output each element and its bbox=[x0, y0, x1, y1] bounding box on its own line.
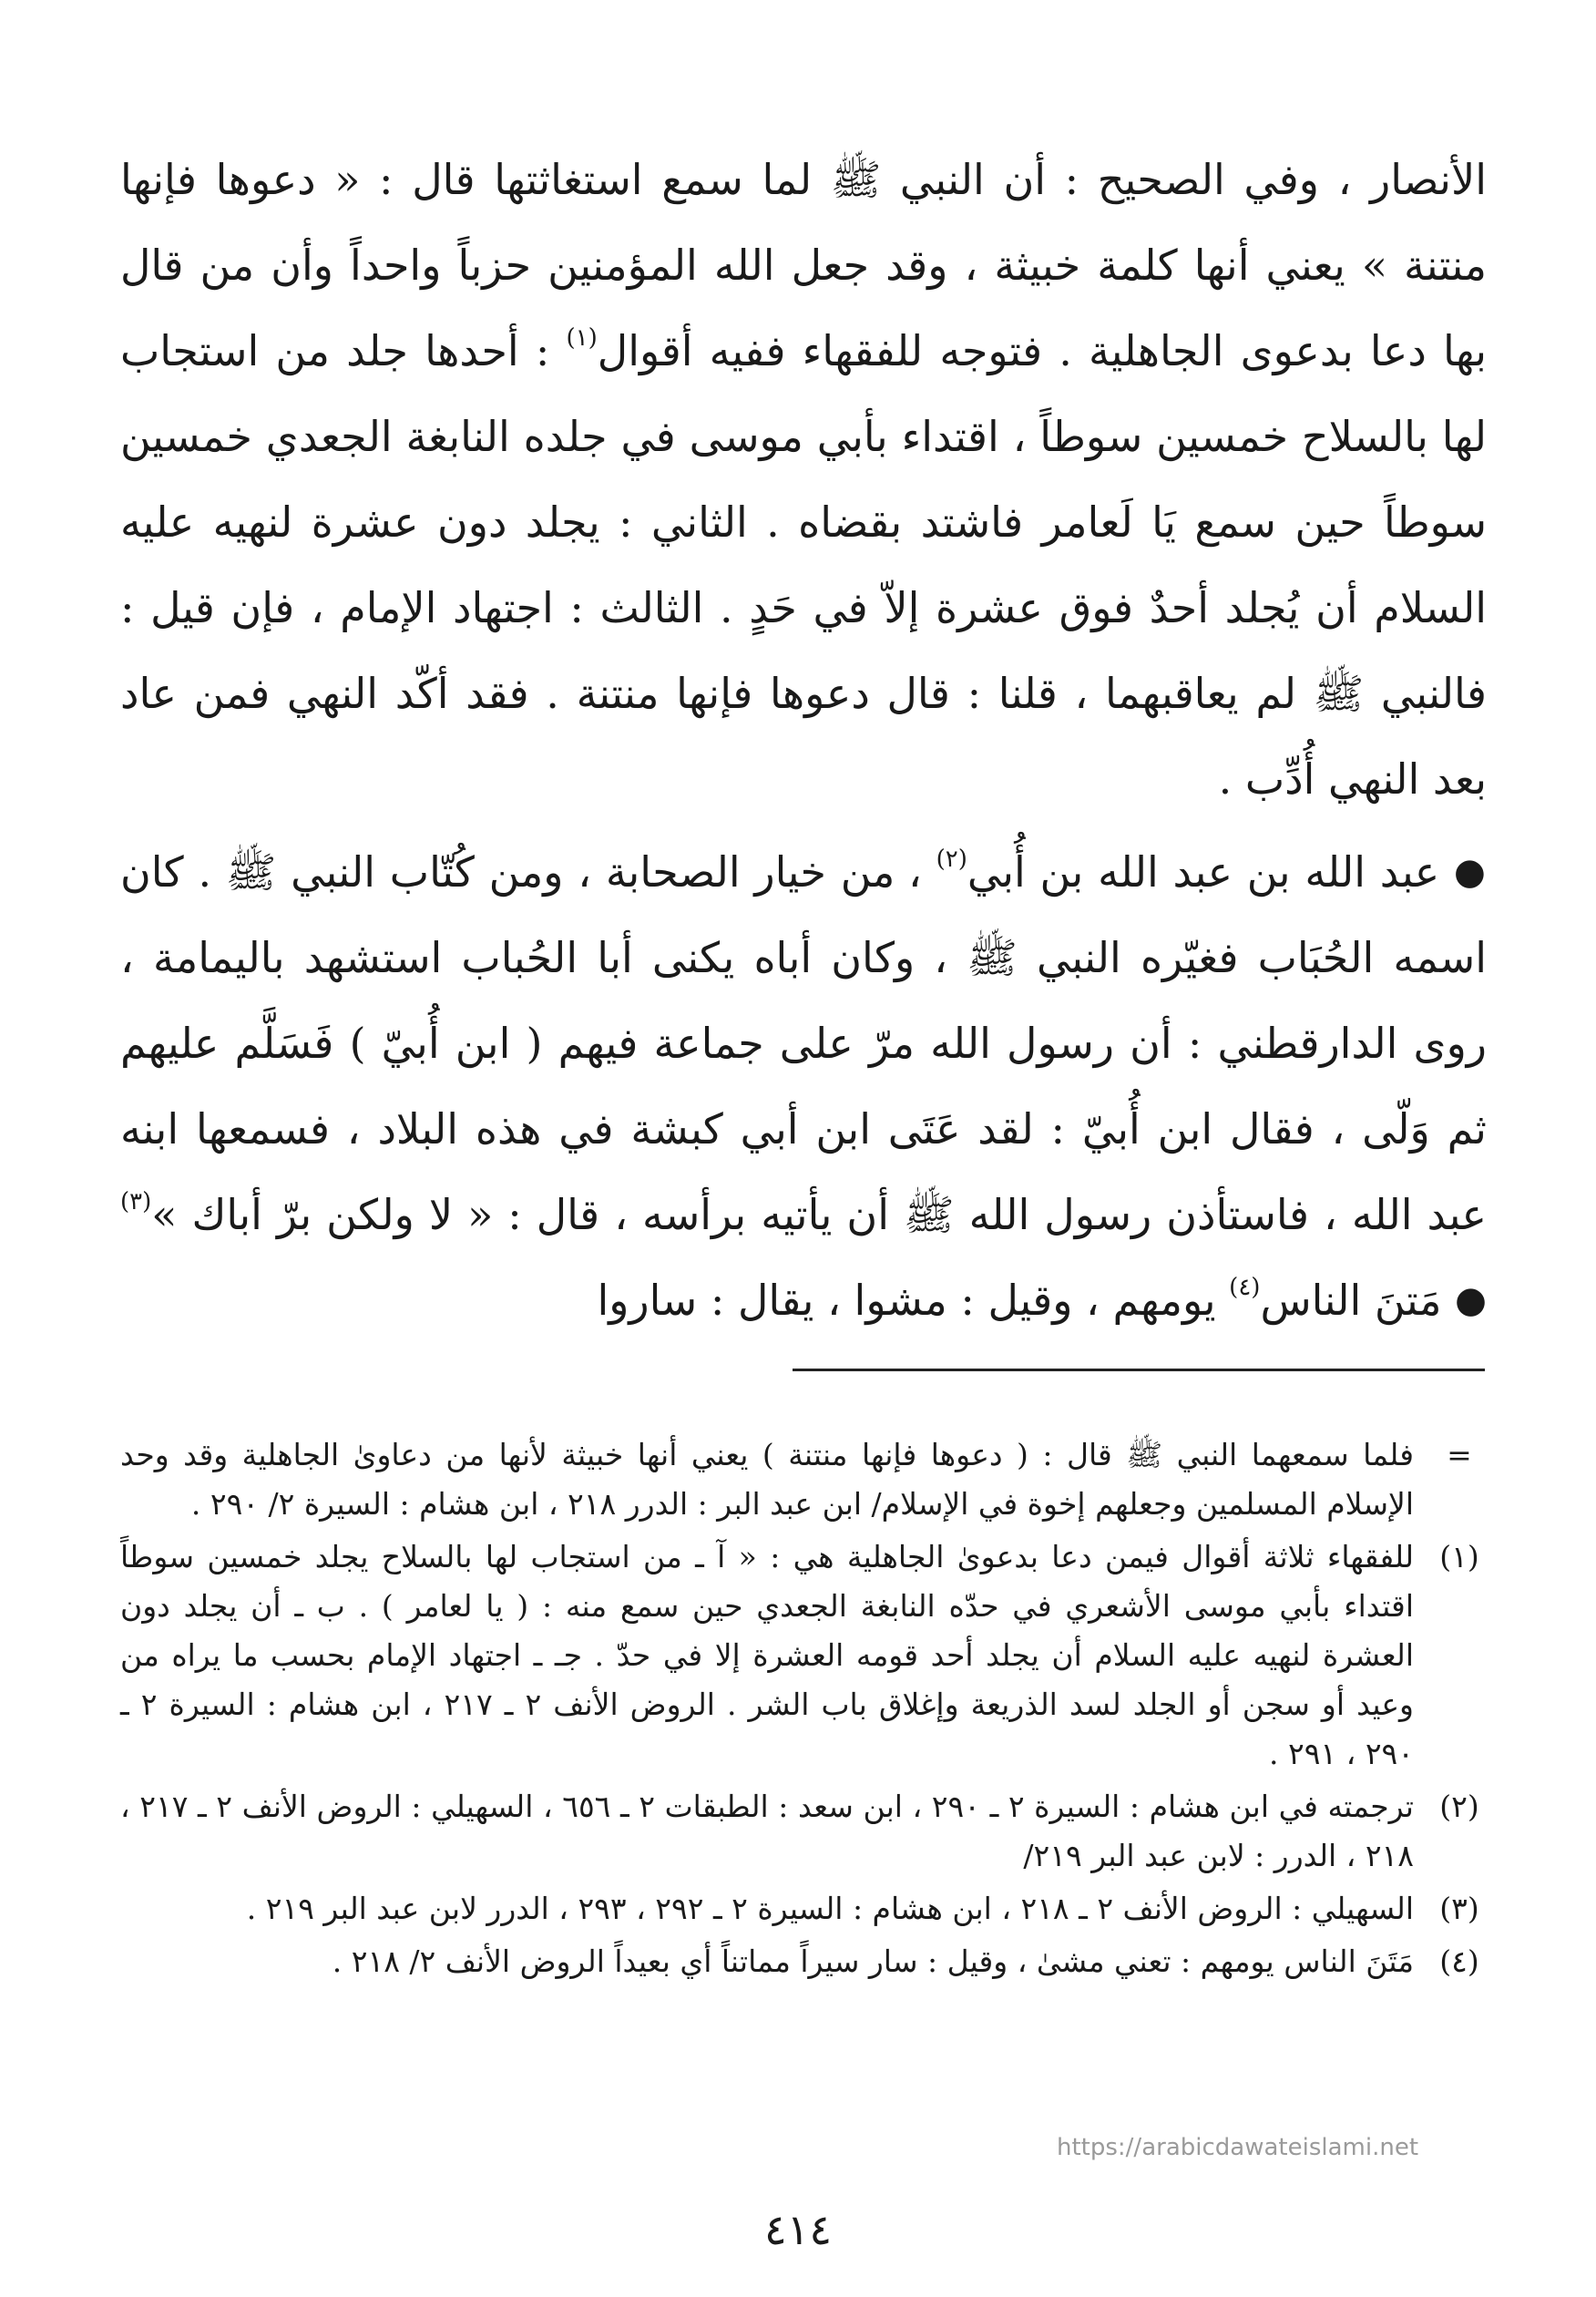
footnote-ref-3[interactable]: (٣) bbox=[120, 1188, 152, 1215]
footnote-text: السهيلي : الروض الأنف ٢ ـ ٢١٨ ، ابن هشام : السيرة ٢ ـ ٢٩٢ ، ٢٩٣ ، الدرر لابن عبد البر ٢١٩ . bbox=[246, 1891, 1414, 1926]
paragraph-ansar-text-continued: : أحدها جلد من استجاب لها بالسلاح خمسين سوطاً ، اقتداء بأبي موسى في جلده النابغة الجعدي خمسين سوطاً حين سمع يَا لَعامر فاشتد بقضاه . الثاني : يجلد دون عشرة لنهيه عليه السلام أن يُجلد أحدٌ فوق عشرة إلاّ في حَدٍ . الثالث : اجتهاد الإمام ، فإن قيل : فالنبي ﷺ لم يعاقبهما ، قلنا : قال دعوها فإنها منتنة . فقد أكّد النهي فمن عاد بعد النهي أُدِّب . bbox=[120, 326, 1487, 804]
footnote-continuation bbox=[120, 1430, 1505, 1529]
footnotes-section bbox=[120, 1430, 1505, 1990]
footnote-text: ترجمته في ابن هشام : السيرة ٢ ـ ٢٩٠ ، ابن سعد : الطبقات ٢ ـ ٦٥٦ ، السهيلي : الروض الأنف ٢ ـ ٢١٧ ، ٢١٨ ، الدرر : لابن عبد البر ٢١٩/ bbox=[120, 1789, 1414, 1873]
footnote-marker: (١) bbox=[1439, 1539, 1479, 1574]
footnote-marker: (٤) bbox=[1439, 1943, 1479, 1979]
footnote-text: فلما سمعهما النبي ﷺ قال : ( دعوها فإنها منتنة ) يعني أنها خبيثة لأنها من دعاوىٰ الجاهلية وقد وحد الإسلام المسلمين وجعلهم إخوة في الإسلام/ ابن عبد البر : الدرر ٢١٨ ، ابن هشام : السيرة ٢/ ٢٩٠ . bbox=[120, 1437, 1414, 1522]
main-body-text bbox=[120, 137, 1487, 1343]
bullet-marker: ● bbox=[1453, 851, 1488, 893]
watermark-url: https://arabicdawateislami.net bbox=[1057, 2134, 1419, 2161]
bullet-marker-2: ● bbox=[1455, 1279, 1487, 1321]
footnote-3 bbox=[120, 1884, 1505, 1933]
footnote-text: للفقهاء ثلاثة أقوال فيمن دعا بدعوىٰ الجاهلية هي : « آ ـ من استجاب لها بالسلاح يجلد خمسين سوطاً اقتداء بأبي موسى الأشعري في حدّه النابغة الجعدي حين سمع منه : ( يا لعامر ) . ب ـ أن يجلد دون العشرة لنهيه عليه السلام أن يجلد أحد قومه العشرة إلا في حدّ . جـ ـ اجتهاد الإمام بحسب ما يراه من وعيد أو سجن أو الجلد لسد الذريعة وإغلاق باب الشر . الروض الأنف ٢ ـ ٢١٧ ، ابن هشام : السيرة ٢ ـ ٢٩٠ ، ٢٩١ . bbox=[120, 1539, 1414, 1771]
entry-heading-abdullah: عبد الله بن عبد الله بن أُبي bbox=[967, 847, 1440, 897]
footnote-marker: (٣) bbox=[1439, 1891, 1479, 1926]
footnote-ref-4[interactable]: (٤) bbox=[1229, 1274, 1261, 1301]
paragraph-ansar bbox=[120, 137, 1487, 822]
footnote-separator bbox=[793, 1369, 1485, 1371]
page-number: ٤١٤ bbox=[763, 2205, 833, 2254]
footnote-2 bbox=[120, 1782, 1505, 1881]
footnote-4 bbox=[120, 1937, 1505, 1986]
footnote-marker: = bbox=[1447, 1437, 1472, 1472]
paragraph-abdullah bbox=[120, 829, 1487, 1343]
footnote-text: مَتَنَ الناس يومهم : تعني مشىٰ ، وقيل : سار سيراً مماتناً أي بعيداً الروض الأنف ٢/ ٢١٨ . bbox=[332, 1943, 1414, 1979]
footnote-ref-1[interactable]: (١) bbox=[566, 324, 598, 352]
footnote-1 bbox=[120, 1533, 1505, 1779]
footnote-marker: (٢) bbox=[1439, 1789, 1479, 1824]
footnote-ref-2[interactable]: (٢) bbox=[936, 846, 967, 873]
paragraph-ansar-text: الأنصار ، وفي الصحيح : أن النبي ﷺ لما سمع استغاثتها قال : « دعوها فإنها منتنة » يعني أنها كلمة خبيثة ، وقد جعل الله المؤمنين حزباً واحداً وأن من قال بها دعا بدعوى الجاهلية . فتوجه للفقهاء ففيه أقوال bbox=[120, 155, 1487, 375]
paragraph-abdullah-text: ، من خيار الصحابة ، ومن كُتّاب النبي ﷺ . كان اسمه الحُبَاب فغيّره النبي ﷺ ، وكان أباه يكنى أبا الحُباب استشهد باليمامة ، روى الدارقطني : أن رسول الله مرّ على جماعة فيهم ( ابن أُبيّ ) فَسَلَّم عليهم ثم وَلّى ، فقال ابن أُبيّ : لقد عَتَى ابن أبي كبشة في هذه البلاد ، فسمعها ابنه عبد الله ، فاستأذن رسول الله ﷺ أن يأتيه برأسه ، قال : « لا ولكن برّ أباك » bbox=[120, 847, 1487, 1239]
paragraph-matan-text: يومهم ، وقيل : مشوا ، يقال : ساروا bbox=[597, 1276, 1216, 1325]
entry-heading-matan: مَتنَ الناس bbox=[1260, 1276, 1442, 1325]
